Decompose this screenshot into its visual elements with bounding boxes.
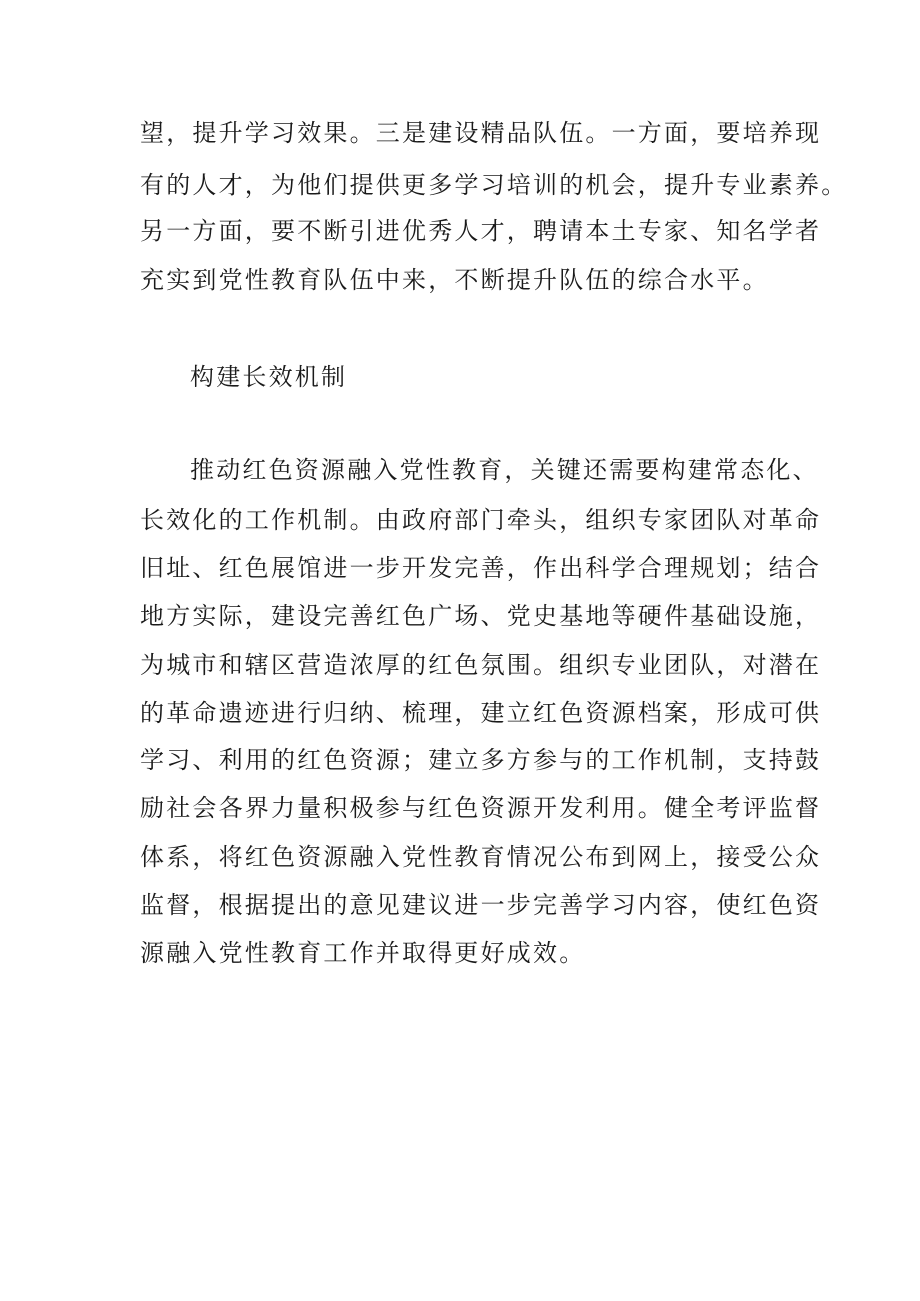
- paragraph-line: 为城市和辖区营造浓厚的红色氛围。组织专业团队，对潜在: [140, 651, 822, 679]
- paragraph-line: 监督，根据提出的意见建议进一步完善学习内容，使红色资: [140, 891, 822, 919]
- paragraph-line: 源融入党性教育工作并取得更好成效。: [140, 939, 586, 967]
- paragraph-line: 望，提升学习效果。三是建设精品队伍。一方面，要培养现: [140, 119, 822, 147]
- paragraph-line: 另一方面，要不断引进优秀人才，聘请本土专家、知名学者: [140, 217, 822, 245]
- section-heading: 构建长效机制: [190, 363, 348, 391]
- paragraph-line: 体系，将红色资源融入党性教育情况公布到网上，接受公众: [140, 843, 822, 871]
- paragraph-line: 地方实际，建设完善红色广场、党史基地等硬件基础设施，: [140, 602, 822, 630]
- paragraph-line: 励社会各界力量积极参与红色资源开发利用。健全考评监督: [140, 794, 822, 822]
- paragraph-line: 学习、利用的红色资源；建立多方参与的工作机制，支持鼓: [140, 746, 822, 774]
- paragraph-line: 旧址、红色展馆进一步开发完善，作出科学合理规划；结合: [140, 554, 822, 582]
- paragraph-line: 推动红色资源融入党性教育，关键还需要构建常态化、: [190, 456, 819, 484]
- paragraph-line: 长效化的工作机制。由政府部门牵头，组织专家团队对革命: [140, 506, 822, 534]
- paragraph-line: 有的人才，为他们提供更多学习培训的机会，提升专业素养。: [140, 171, 848, 199]
- paragraph-line: 的革命遗迹进行归纳、梳理，建立红色资源档案，形成可供: [140, 699, 822, 727]
- paragraph-line: 充实到党性教育队伍中来，不断提升队伍的综合水平。: [140, 266, 769, 294]
